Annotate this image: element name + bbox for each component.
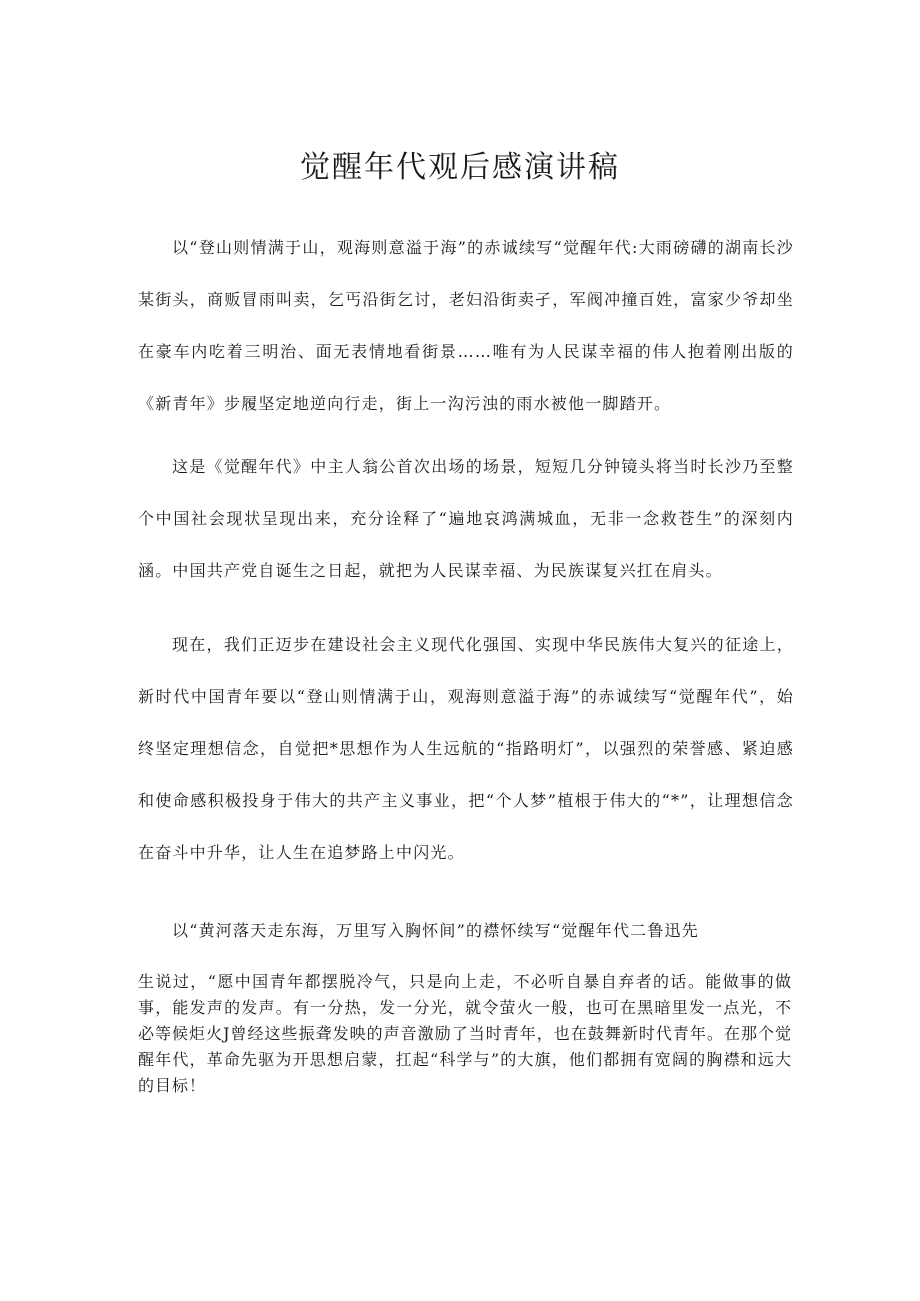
document-title: 觉醒年代观后感演讲稿 [300,150,620,185]
paragraph-4: 以“黄河落天走东海，万里写入胸怀间”的襟怀续写“觉醒年代二鲁迅先 [172,921,699,940]
paragraph-1: 以“登山则情满于山，观海则意溢于海”的赤诚续写“觉醒年代:大雨磅礴的湖南长沙某街头，商贩冒雨叫卖，乞丐沿街乞讨，老妇沿街卖孑，军阀冲撞百姓，富家少爷却坐在豪车内吃着三明治、面无表情地看街景……唯有为人民谋幸福的伟人抱着刚出版的《新青年》步履坚定地逆向行走，街上一沟污浊的雨水被他一脚踏开。 [138,238,794,413]
paragraph-5: 生说过，“愿中国青年都摆脱冷气，只是向上走，不必听自暴自弃者的话。能做事的做事，能发声的发声。有一分热，发一分光，就令萤火一般，也可在黑暗里发一点光，不必等候炬火J曾经这些振聋发映的声音激励了当时青年，也在鼓舞新时代青年。在那个觉醒年代，革命先驱为开思想启蒙，扛起“科学与”的大旗，他们都拥有宽阔的胸襟和远大的目标！ [138,972,792,1095]
paragraph-3: 现在，我们正迈步在建设社会主义现代化强国、实现中华民族伟大复兴的征途上，新时代中国青年要以“登山则情满于山，观海则意溢于海”的赤诚续写“觉醒年代”，始终坚定理想信念，自觉把*思想作为人生远航的“指路明灯”，以强烈的荣誉感、紧迫感和使命感积极投身于伟大的共产主义事业，把“个人梦”植根于伟大的“*”，让理想信念在奋斗中升华，让人生在追梦路上中闪光。 [138,635,794,862]
paragraph-2: 这是《觉醒年代》中主人翁公首次出场的场景，短短几分钟镜头将当时长沙乃至整个中国社会现状呈现出来，充分诠释了“遍地哀鸿满城血，无非一念救苍生”的深刻内涵。中国共产党自诞生之日起，就把为人民谋幸福、为民族谋复兴扛在肩头。 [138,457,794,580]
